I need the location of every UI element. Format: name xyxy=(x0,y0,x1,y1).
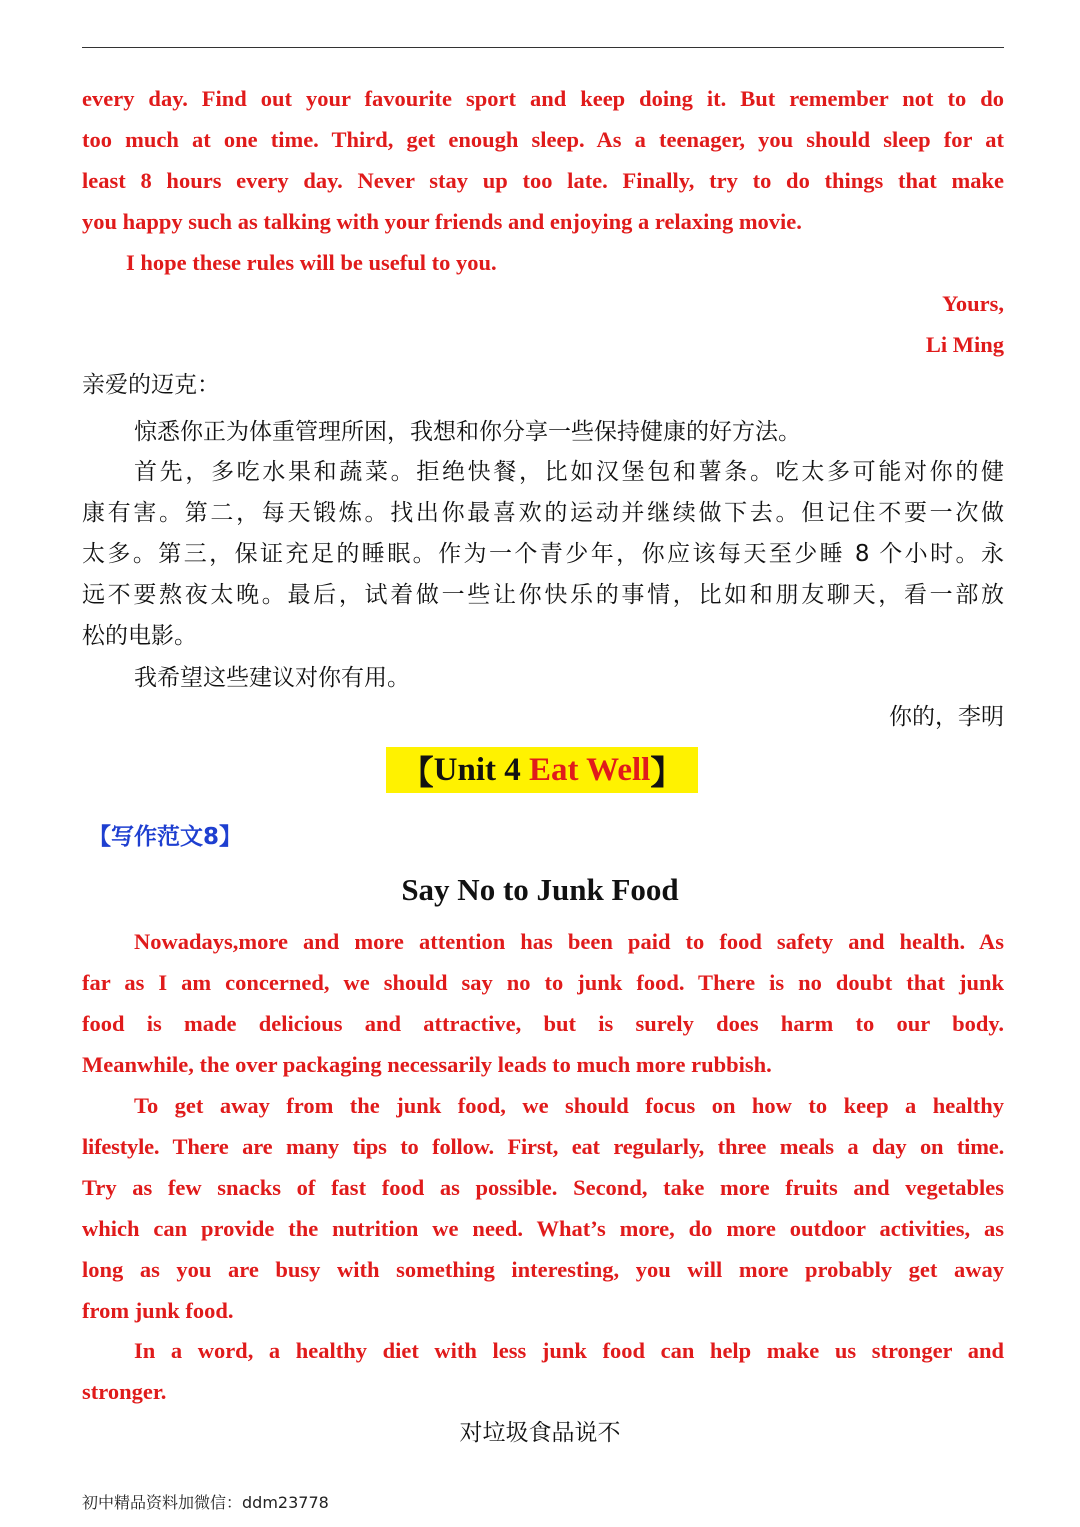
text-line: food is made delicious and attractive, but is surely does harm to our body. xyxy=(82,1011,1004,1036)
text-line: lifestyle. There are many tips to follow. First, eat regularly, three meals a day on time. xyxy=(82,1134,1004,1159)
essay-paragraph-2 xyxy=(82,1085,1004,1331)
text-line: Try as few snacks of fast food as possible. Second, take more fruits and vegetables xyxy=(82,1175,1004,1200)
text-line: 太多。第三，保证充足的睡眠。作为一个青少年，你应该每天至少睡 8 个小时。永 xyxy=(82,541,1004,567)
footer-note: 初中精品资料加微信：ddm23778 xyxy=(82,1493,329,1512)
essay-paragraph-1 xyxy=(82,921,1004,1085)
letter-zh-sign: 你的，李明 xyxy=(889,704,1004,730)
bracket-close: 】 xyxy=(650,755,684,792)
text-line: least 8 hours every day. Never stay up too late. Finally, try to do things that make xyxy=(82,168,1004,193)
text-line: too much at one time. Third, get enough sleep. As a teenager, you should sleep for at xyxy=(82,127,1004,152)
translation-title: 对垃圾食品说不 xyxy=(459,1420,621,1446)
letter-zh-para3: 我希望这些建议对你有用。 xyxy=(134,665,410,691)
text-line: from junk food. xyxy=(82,1298,234,1323)
letter-en-closing: I hope these rules will be useful to you. xyxy=(126,250,497,275)
letter-zh-greeting: 亲爱的迈克： xyxy=(82,372,220,398)
unit-heading xyxy=(386,747,698,793)
text-line: In a word, a healthy diet with less junk food can help make us stronger and xyxy=(134,1338,1004,1363)
text-line: which can provide the nutrition we need. What’s more, do more outdoor activities, as xyxy=(82,1216,1004,1241)
text-line: Nowadays,more and more attention has been paid to food safety and health. As xyxy=(134,929,1004,954)
header-rule xyxy=(82,47,1004,48)
letter-zh-para2 xyxy=(82,452,1004,657)
text-line: 首先，多吃水果和蔬菜。拒绝快餐，比如汉堡包和薯条。吃太多可能对你的健 xyxy=(134,459,1004,485)
letter-en-signoff: Yours, xyxy=(942,291,1004,316)
letter-zh-para1: 惊悉你正为体重管理所困，我想和你分享一些保持健康的好方法。 xyxy=(134,419,801,445)
letter-en-paragraph xyxy=(82,78,1004,242)
letter-en-signature: Li Ming xyxy=(925,332,1004,357)
text-line: stronger. xyxy=(82,1379,167,1404)
text-line: Meanwhile, the over packaging necessarily leads to much more rubbish. xyxy=(82,1052,772,1077)
text-line: To get away from the junk food, we should focus on how to keep a healthy xyxy=(134,1093,1004,1118)
text-line: 远不要熬夜太晚。最后，试着做一些让你快乐的事情，比如和朋友聊天，看一部放 xyxy=(82,582,1004,608)
unit-title: Eat Well xyxy=(529,751,651,788)
section-label: 【写作范文8】 xyxy=(88,824,243,850)
text-line: long as you are busy with something interesting, you will more probably get away xyxy=(82,1257,1004,1282)
text-line: you happy such as talking with your friends and enjoying a relaxing movie. xyxy=(82,209,802,234)
text-line: 松的电影。 xyxy=(82,623,197,649)
text-line: every day. Find out your favourite sport and keep doing it. But remember not to do xyxy=(82,86,1004,111)
unit-number: Unit 4 xyxy=(433,751,529,788)
bracket-open: 【 xyxy=(400,755,434,792)
essay-paragraph-3 xyxy=(82,1330,1004,1412)
text-line: far as I am concerned, we should say no to junk food. There is no doubt that junk xyxy=(82,970,1004,995)
text-line: 康有害。第二，每天锻炼。找出你最喜欢的运动并继续做下去。但记住不要一次做 xyxy=(82,500,1004,526)
essay-title: Say No to Junk Food xyxy=(401,872,679,907)
